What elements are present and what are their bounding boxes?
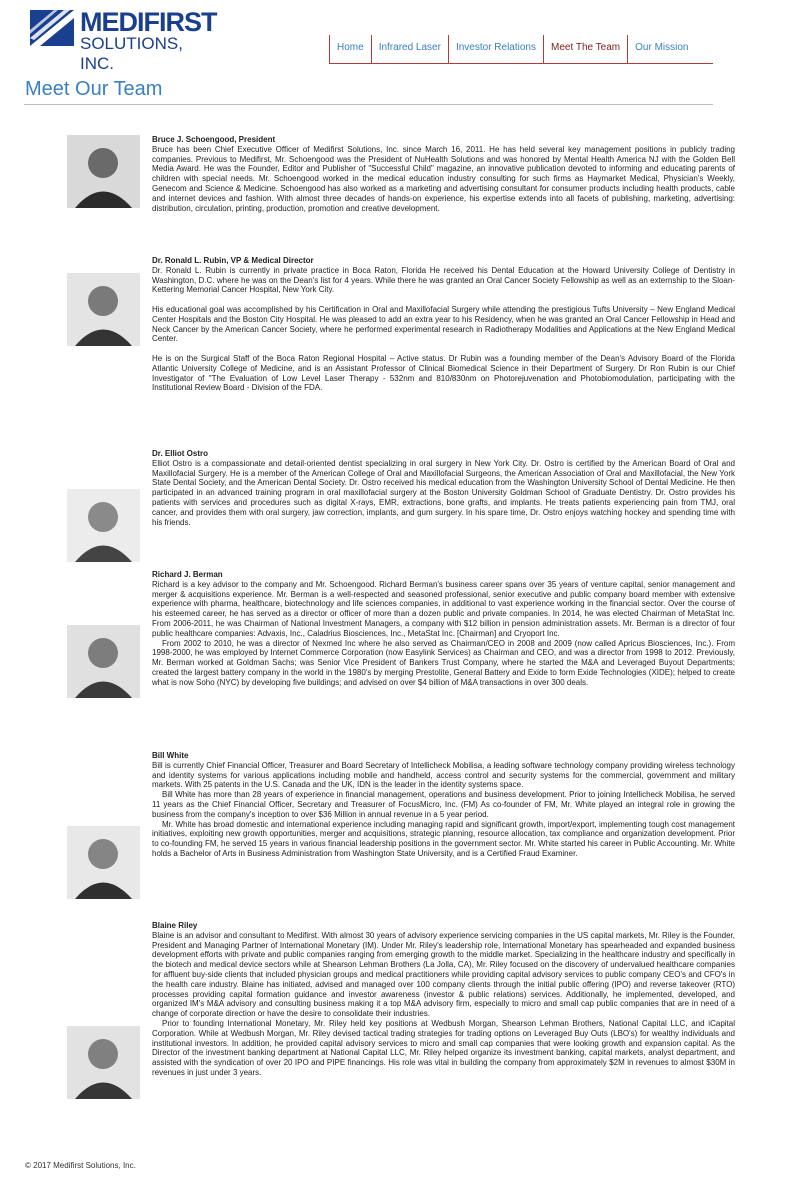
person-photo-icon xyxy=(67,1026,140,1099)
member-bio xyxy=(152,256,735,393)
main-nav xyxy=(329,35,695,63)
member-bio xyxy=(152,449,735,527)
person-photo-icon xyxy=(67,625,140,698)
title-divider xyxy=(24,104,713,105)
bio-paragraph: Richard is a key advisor to the company and Mr. Schoengood. Richard Berman's business career spans over 35 years of venture capital, senior management and merger & acquisitions experience. Mr. Berman is a well-respected and seasoned professional, senior executive and public company board member with extensive experience with pharma, healthcare, biotechnology and life sciences companies, in additional to vast experience working in the financial sector. Over the course of his esteemed career, he has served as a director or officer of more than a dozen public and private companies. In 2014, he was elected Chairman of MetaStat Inc. From 2006-2011, he was Chairman of National Investment Managers, a company with $12 billion in pension administration assets. Mr. Berman is a director of four public healthcare companies: Advaxis, Inc., Caladrius Biosciences, Inc., MetaStat Inc. [Chairman] and Cryoport Inc. xyxy=(152,579,735,638)
member-bio xyxy=(152,570,735,688)
nav-our-mission[interactable]: Our Mission xyxy=(627,35,695,63)
bio-paragraph: His educational goal was accomplished by his Certification in Oral and Maxillofacial Surgery while attending the prestigious Tufts University – New England Medical Center Hospitals and the Boston City Hospital. He was pleased to add an extra year to his Residency, when he was granted an Oral Cancer Fellowship in Head and Neck Cancer by the American Cancer Society, where he performed experimental research in Radiotherapy Modalities and Applications at the New England Medical Center. xyxy=(152,304,735,344)
logo-subtitle: SOLUTIONS, INC. xyxy=(80,34,183,73)
bio-paragraph: Bruce has been Chief Executive Officer of Medifirst Solutions, Inc. since March 16, 2011. He has held several key management positions in publicly trading companies. Previous to Medifirst, Mr. Schoengood was the President of NuHealth Solutions and was honored by Mental Health America NJ with the Golden Bell Media Award. He was the Founder, Editor and Publisher of "Successful Child" magazine, an innovative publication devoted to informing and educating parents of children with special needs. Mr. Schoengood worked in the medical education industry consulting for such firms as Haymarket Medical, Physician's Weekly, Genecom and Science & Medicine. Schoengood has also worked as a marketing and advertising consultant for consumer products including health products, cable and internet devices and fashion. With almost three decades of hands-on experience, his expertise extends into all facets of publishing, marketing, advertising: distribution, circulation, printing, production, promotion and creative development. xyxy=(152,144,735,213)
medifirst-logo[interactable] xyxy=(30,7,217,73)
bio-paragraph: Prior to founding International Monetary, Mr. Riley held key positions at Wedbush Morgan, Shearson Lehman Brothers, National Capital LLC, and iCapital Corporation. While at Wedbush Morgan, Mr. Riley devised tactical trading strategies for trading options on Leveraged Buy Outs (LBO's) for wealthy individuals and institutional investors. In addition, he provided capital advisory services to micro and small cap companies that were looking growth and expansion capital. As the Director of the investment banking department at National Capital LLC, Mr. Riley helped organize its investment banking, capital markets, analyst department, and assisted with the syndication of over 20 IPO and PIPE financings. His role was vital in building the company from approximately $2M in revenues to almost $30M in revenues in just under 3 years. xyxy=(152,1018,735,1077)
person-photo-icon xyxy=(67,135,140,208)
member-name: Bill White xyxy=(152,751,189,760)
bio-paragraph: Blaine is an advisor and consultant to Medifirst. With almost 30 years of advisory experience servicing companies in the US capital markets, Mr. Riley is the Founder, President and Managing Partner of International Monetary (IM). Under Mr. Riley's leadership role, International Monetary has spearheaded and expanded business development efforts with private and public companies ranging from emerging growth to the middle market. Specializing in the healthcare industry and specifically in the biotech and medical device sectors while at Shearson Lehman Brothers (La Jolla, CA), Mr. Riley focused on the discovery of undervalued healthcare companies for affluent buy-side clients that included physician groups and medical practitioners while providing capital advisory services to public company CEO's and CFO's in the health care industry. Blaine has initiated, advised and managed over 100 company clients through the initial public offering (IPO) and reverse takeover (RTO) processes providing capital formation guidance and investor awareness (investor & public relations) services. Additionally, he implemented, developed, and organized IM's M&A advisory and consulting business making it a top M&A advisory firm, especially to micro and small cap public companies that are in need of a change of corporate direction or have the desire to consolidate their industries. xyxy=(152,930,735,1019)
person-photo-icon xyxy=(67,273,140,346)
member-name: Richard J. Berman xyxy=(152,570,223,579)
footer-copyright: © 2017 Medifirst Solutions, Inc. xyxy=(25,1161,136,1170)
page-title: Meet Our Team xyxy=(25,78,163,100)
bio-paragraph: Bill White has more than 28 years of experience in financial management, operations and business development. Prior to joining Intellicheck Mobilisa, he served 11 years as the Chief Financial Officer, Secretary and Treasurer of FocusMicro, Inc. (FM) As co-founder of FM, Mr. White played an integral role in growing the business from the company's inception to over $36 Million in annual revenue in a 5 year period. xyxy=(152,790,735,819)
member-bio xyxy=(152,135,735,213)
site-header xyxy=(0,0,811,73)
bio-paragraph: Elliot Ostro is a compassionate and detail-oriented dentist specializing in oral surgery in New York City. Dr. Ostro is certified by the American Board of Oral and Maxillofacial Surgery. He is a member of the American College of Oral and Maxillofacial Surgeons, the American Association of Oral and Maxillofacial, the New York State Dental Society, and the American Dental Society. Dr. Ostro received his medical education from the Washington University School of Dental Medicine. He then participated in an advanced training program in oral maxillofacial surgery at the Boston University Goldman School of Graduate Dentistry. Dr. Ostro provides his patients with services and procedures such as digital X-rays, EMR, extractions, bone grafts, and implants. He treats patients experiencing pain from TMJ, oral cancer, and provides them with oral surgery, jaw correction, implants, and gum surgery. In his spare time, Dr. Ostro enjoys watching hockey and spending time with his friends. xyxy=(152,458,735,527)
bio-paragraph: Mr. White has broad domestic and international experience including managing rapid and significant growth, import/export, implementing tough cost management initiatives, exploiting new growth opportunities, merger and acquisitions, strategic planning, resource allocation, tax compliance and organization development. Prior to co-founding FM, he served 15 years in various financial leadership positions in the government sector. Mr. White started his career in Public Accounting. Mr. White holds a Bachelor of Arts in Business Administration from Washington State University, and is a Certified Fraud Examiner. xyxy=(152,819,735,858)
member-name: Dr. Ronald L. Rubin, VP & Medical Director xyxy=(152,256,314,265)
nav-investor-relations[interactable]: Investor Relations xyxy=(448,35,543,63)
person-photo-icon xyxy=(67,489,140,562)
nav-divider xyxy=(329,63,713,64)
bio-paragraph: He is on the Surgical Staff of the Boca Raton Regional Hospital – Active status. Dr Rubin was a founding member of the Dean's Advisory Board of the Florida Atlantic University College of Medicine, and is an Assistant Professor of Clinical Biomedical Science in their Department of Surgery. Dr Ron Rubin is our Chief Investigator of "The Evaluation of Low Level Laser Therapy - 532nm and 810/830nm on Photorejuvenation and Photobiomodulation, participating with the Institutional Review Board - Division of the FDA. xyxy=(152,353,735,393)
bio-paragraph: From 2002 to 2010, he was a director of Nexmed Inc where he also served as Chairman/CEO in 2008 and 2009 (now called Apricus Biosciences, Inc.). From 1998-2000, he was employed by Internet Commerce Corporation (now Easylink Services) as Chairman and CEO, and was a director from 1998 to 2012. Previously, Mr. Berman worked at Goldman Sachs; was Senior Vice President of Bankers Trust Company, where he started the M&A and Leveraged Buyout Departments; created the largest battery company in the world in the 1980's by merging Prestolite, General Battery and Exide to form Exide Technologies (XIDE); helped to create what is now Soho (NYC) by developing five buildings; and advised on over $4 billion of M&A transactions in over 300 deals. xyxy=(152,638,735,687)
nav-infrared-laser[interactable]: Infrared Laser xyxy=(371,35,448,63)
nav-home[interactable]: Home xyxy=(329,35,371,63)
nav-meet-the-team[interactable]: Meet The Team xyxy=(543,35,627,63)
member-name: Blaine Riley xyxy=(152,921,198,930)
member-bio xyxy=(152,921,735,1078)
member-name: Dr. Elliot Ostro xyxy=(152,449,209,458)
logo-name: MEDIFIRST xyxy=(80,7,217,37)
member-bio xyxy=(152,751,735,859)
member-name: Bruce J. Schoengood, President xyxy=(152,135,276,144)
person-photo-icon xyxy=(67,826,140,899)
bio-paragraph: Bill is currently Chief Financial Officer, Treasurer and Board Secretary of Intellicheck Mobilisa, a leading software technology company providing wireless technology and identity systems for various applications including mobile and handheld, access control and security systems for the commercial, government and military markets. With 25 patents in the U.S. Canada and the UK, IDN is the leader in the identity systems space. xyxy=(152,760,735,790)
bio-paragraph: Dr. Ronald L. Rubin is currently in private practice in Boca Raton, Florida He received his Dental Education at the Howard University College of Dentistry in Washington, D.C. where he was on the Dean's list for 4 years. While there he was granted an Oral Cancer Society Fellowship as well as an externship to the Sloan-Kettering Memorial Cancer Hospital, New York City. xyxy=(152,265,735,295)
logo-mark-icon xyxy=(30,8,76,48)
